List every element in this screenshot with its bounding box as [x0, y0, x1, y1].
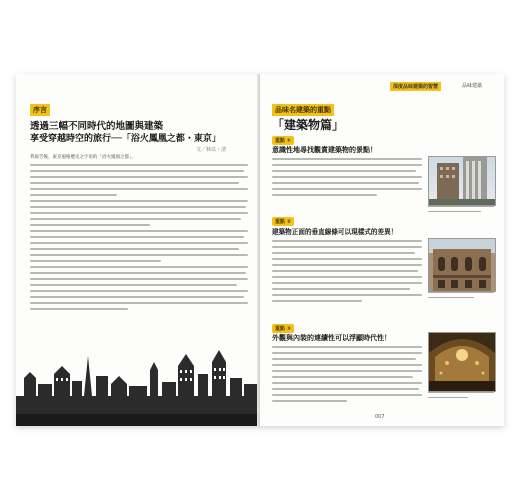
left-title-line1: 透過三幅不同時代的地圖與建築: [30, 121, 164, 132]
point-2-heading: 建築物正面的垂直線條可以現樣式的差異！: [272, 228, 398, 236]
running-header-sub: 品味建築: [462, 83, 483, 89]
right-section-tag: 品味名建築的重點: [272, 104, 334, 116]
point-3-label: 重點 ③: [272, 324, 294, 333]
right-title: 「建築物篇」: [272, 118, 345, 132]
city-skyline-illustration: [16, 326, 260, 426]
byline: 文／林以・清: [196, 147, 227, 153]
book-spread: [16, 74, 504, 426]
photo-3-caption: [428, 392, 494, 402]
point-1-body: [272, 158, 422, 200]
photo-point-3: [428, 332, 496, 392]
point-2-body: [272, 240, 422, 306]
left-section-tag: 序言: [30, 104, 50, 116]
point-3-heading: 外觀與內裝的連續性可以浮顯時代性！: [272, 333, 391, 342]
intro-text: 我報告後，東京風格歷史之宇宙的「浴火鳳凰之都」。: [30, 155, 136, 160]
right-page: [260, 74, 504, 426]
left-page: [16, 74, 260, 426]
left-body-text: [30, 164, 248, 314]
point-1-heading: 意識性地尋找觀賞建築物的景點！: [272, 145, 377, 154]
photo-point-1: [428, 156, 496, 206]
photo-2-caption: [428, 292, 494, 302]
photo-point-2: [428, 238, 496, 292]
page-number: 007: [375, 414, 385, 420]
running-header-tag: 深度品味建築的智慧: [390, 82, 441, 91]
point-3-body: [272, 346, 422, 406]
point-2-label: 重點 ②: [272, 217, 294, 226]
point-1-label: 重點 ①: [272, 136, 294, 145]
photo-1-caption: [428, 206, 494, 216]
left-title-line2: 享受穿越時空的旅行──「浴火鳳凰之都・東京」: [30, 134, 221, 144]
